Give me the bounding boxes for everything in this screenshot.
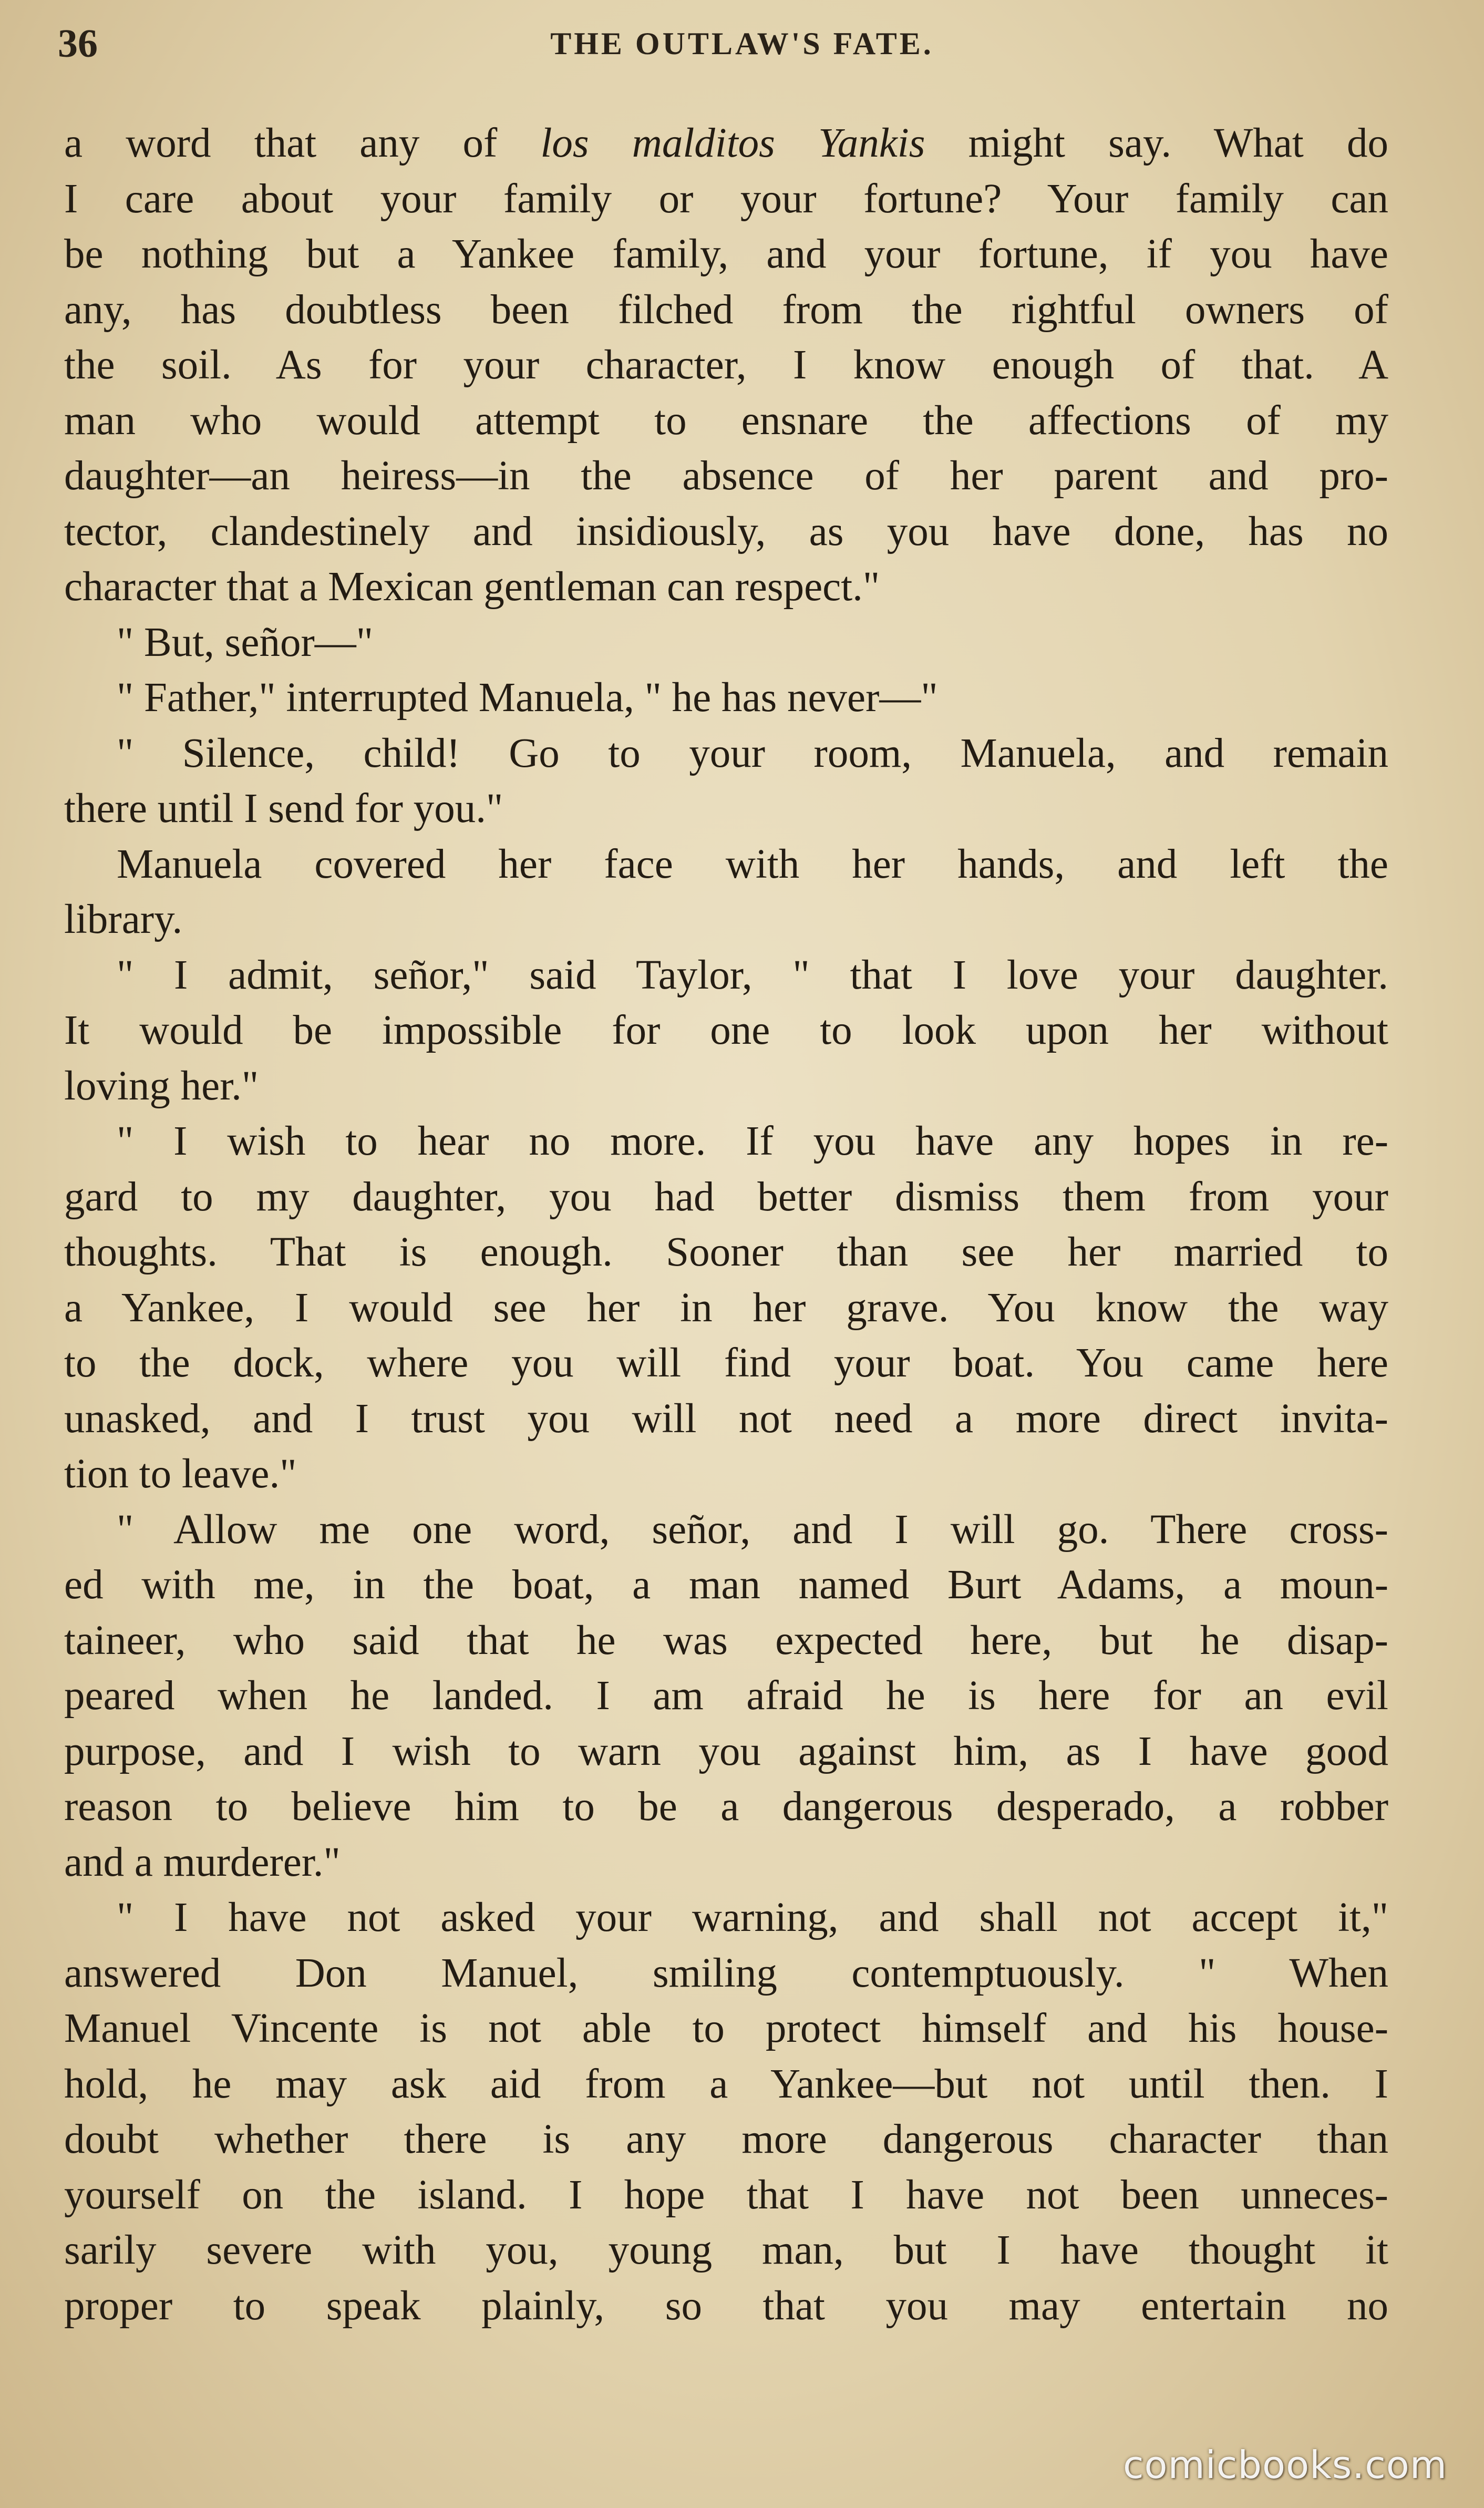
text-line: " But, señor—" [117,619,374,665]
text-line: ed with me, in the boat, a man named Burt Adams, a moun- [64,1562,1388,1608]
running-head: THE OUTLAW'S FATE. [550,26,934,61]
text-line: there until I send for you." [64,786,503,831]
text-line: " Father," interrupted Manuela, " he has never—" [117,675,938,721]
text-line: man who would attempt to ensnare the affections of my [64,397,1388,444]
text-line: doubt whether there is any more dangerous character than [64,2116,1388,2162]
text-line: It would be impossible for one to look upon her without [64,1008,1388,1053]
text-line: taineer, who said that he was expected here, but he disap- [64,1617,1388,1663]
text-line: yourself on the island. I hope that I have not been unneces- [64,2172,1388,2218]
text-line: loving her." [64,1063,259,1109]
text-line: tion to leave." [64,1451,297,1497]
text-line: proper to speak plainly, so that you may entertain no [64,2283,1388,2329]
text-line: be nothing but a Yankee family, and your fortune, if you have [64,231,1388,277]
text-line: gard to my daughter, you had better dismiss them from your [64,1174,1388,1220]
watermark: comicbooks.com [1122,2443,1447,2487]
text-line: unasked, and I trust you will not need a more direct invita- [64,1395,1388,1442]
text-line: character that a Mexican gentleman can respect." [64,564,880,610]
page-number: 36 [58,22,98,66]
text-line: any, has doubtless been filched from the rightful owners of [64,286,1388,333]
text-line: daughter—an heiress—in the absence of her parent and pro- [64,453,1388,499]
text-line: " Silence, child! Go to your room, Manuela, and remain [117,730,1388,776]
text-line: hold, he may ask aid from a Yankee—but not until then. I [64,2061,1388,2107]
text-line: " I admit, señor," said Taylor, " that I love your daughter. [117,952,1388,998]
text-line: sarily severe with you, young man, but I have thought it [64,2227,1388,2273]
text-line: to the dock, where you will find your boat. You came here [64,1340,1388,1386]
text-line: purpose, and I wish to warn you against him, as I have good [64,1728,1388,1774]
text-line: " I have not asked your warning, and shall not accept it," [117,1895,1388,1940]
text-line: " Allow me one word, señor, and I will go. There cross- [117,1506,1388,1553]
text-line: Manuel Vincente is not able to protect himself and his house- [64,2006,1388,2051]
text-line: answered Don Manuel, smiling contemptuously. " When [64,1950,1388,1996]
text-line: peared when he landed. I am afraid he is here for an evil [64,1673,1388,1719]
text-line: tector, clandestinely and insidiously, as you have done, has no [64,508,1388,554]
text-line: " I wish to hear no more. If you have any hopes in re- [117,1118,1388,1164]
text-line: a word that any of los malditos Yankis might say. What do [64,120,1388,166]
text-line: Manuela covered her face with her hands, and left the [117,841,1388,887]
text-line: a Yankee, I would see her in her grave. You know the way [64,1284,1388,1331]
text-line: and a murderer." [64,1839,341,1885]
text-line: thoughts. That is enough. Sooner than see her married to [64,1229,1388,1275]
text-line: reason to believe him to be a dangerous desperado, a robber [64,1784,1388,1829]
text-line: library. [64,897,183,942]
text-line: the soil. As for your character, I know enough of that. A [64,342,1388,388]
page-header [58,9,1426,78]
body-text [64,116,1388,2334]
italic-phrase: los malditos Yankis [540,120,925,166]
text-line: I care about your family or your fortune? Your family can [64,176,1388,222]
